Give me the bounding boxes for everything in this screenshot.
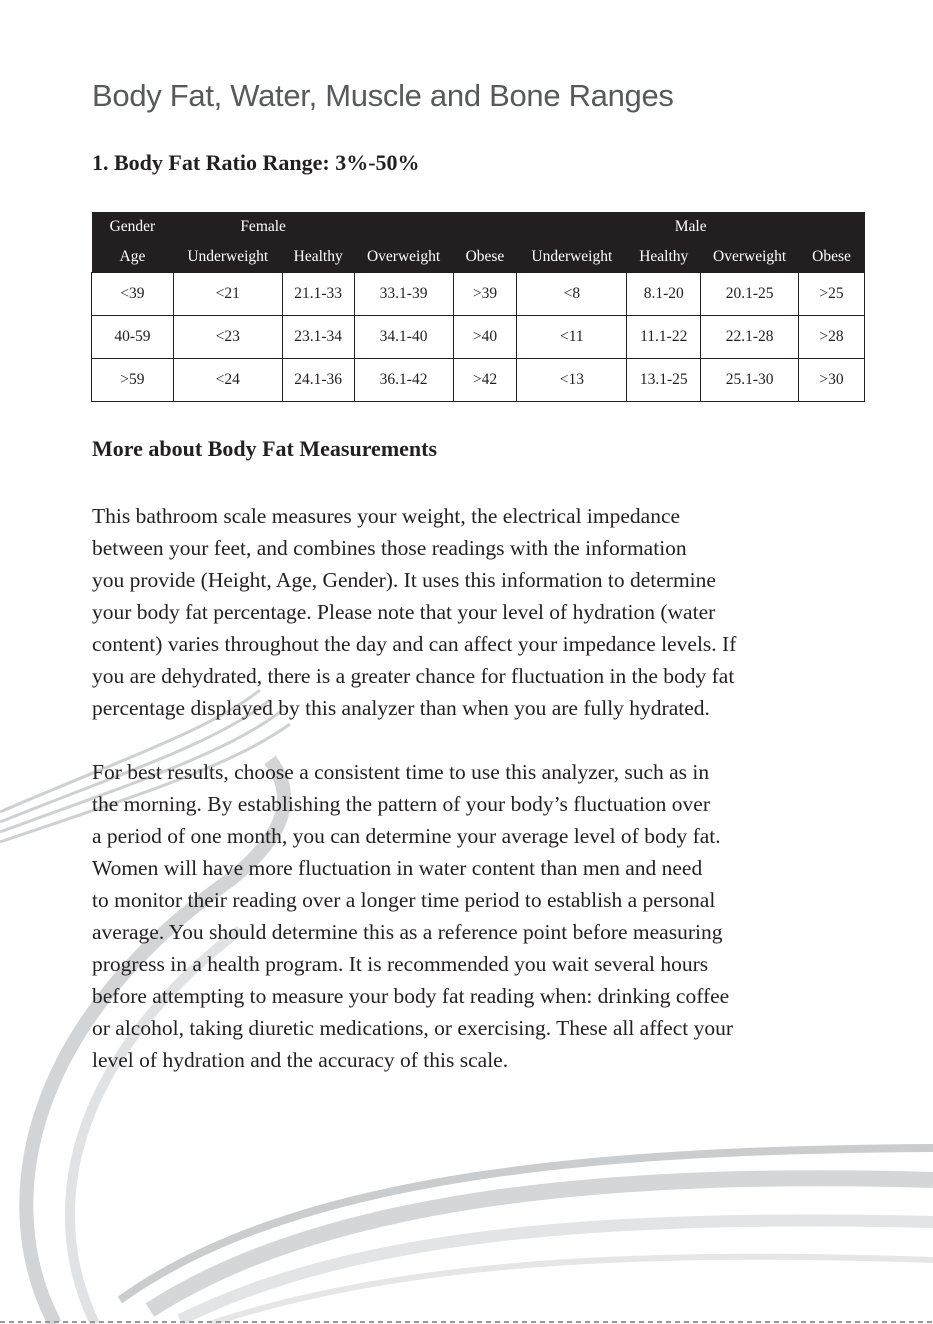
more-about-heading: More about Body Fat Measurements [92, 436, 438, 461]
table-row [92, 273, 865, 316]
age-header: Age [92, 242, 174, 273]
table-cell: 20.1-25 [701, 273, 799, 316]
table-cell: 25.1-30 [701, 359, 799, 402]
column-header: Overweight [701, 242, 799, 273]
male-header [517, 212, 865, 242]
male-label: Male [674, 218, 707, 235]
table-category-row [92, 242, 865, 273]
table-cell: 23.1-34 [282, 316, 354, 359]
body-fat-ratio-heading: 1. Body Fat Ratio Range: 3%-50% [92, 150, 420, 175]
paragraph-best-results [92, 756, 852, 1076]
table-cell: >42 [453, 359, 517, 402]
column-header: Obese [799, 242, 865, 273]
table-cell: <23 [173, 316, 282, 359]
table-cell: 22.1-28 [701, 316, 799, 359]
table-cell: 13.1-25 [627, 359, 701, 402]
column-header: Obese [453, 242, 517, 273]
gender-header: Gender [92, 212, 174, 242]
table-cell: >28 [799, 316, 865, 359]
text-line: progress in a health program. It is recommended you wait several hours [92, 952, 709, 976]
table-cell: >39 [453, 273, 517, 316]
table-cell: 36.1-42 [354, 359, 453, 402]
page-title: Body Fat, Water, Muscle and Bone Ranges [92, 78, 674, 113]
table-cell: <13 [517, 359, 627, 402]
table-cell: 21.1-33 [282, 273, 354, 316]
table-cell: >25 [799, 273, 865, 316]
text-line: you are dehydrated, there is a greater chance for fluctuation in the body fat [92, 664, 735, 688]
table-cell: >59 [92, 359, 174, 402]
female-label: Female [240, 218, 286, 235]
text-line: content) varies throughout the day and can affect your impedance levels. If [92, 632, 737, 656]
table-cell: <11 [517, 316, 627, 359]
text-line: a period of one month, you can determine your average level of body fat. [92, 824, 721, 848]
table-cell: 11.1-22 [627, 316, 701, 359]
table-cell: 40-59 [92, 316, 174, 359]
table-cell: <24 [173, 359, 282, 402]
table-cell: 24.1-36 [282, 359, 354, 402]
table-cell: 34.1-40 [354, 316, 453, 359]
table-row [92, 316, 865, 359]
table-cell: 8.1-20 [627, 273, 701, 316]
table-gender-row [92, 212, 865, 242]
text-line: you provide (Height, Age, Gender). It uses this information to determine [92, 568, 716, 592]
table-row [92, 359, 865, 402]
text-line: or alcohol, taking diuretic medications, or exercising. These all affect your [92, 1016, 734, 1040]
table-cell: 33.1-39 [354, 273, 453, 316]
text-line: percentage displayed by this analyzer than when you are fully hydrated. [92, 696, 710, 720]
column-header: Healthy [627, 242, 701, 273]
text-line: average. You should determine this as a reference point before measuring [92, 920, 723, 944]
text-line: between your feet, and combines those readings with the information [92, 536, 687, 560]
column-header: Underweight [517, 242, 627, 273]
text-line: to monitor their reading over a longer time period to establish a personal [92, 888, 716, 912]
text-line: your body fat percentage. Please note that your level of hydration (water [92, 600, 716, 624]
column-header: Underweight [173, 242, 282, 273]
text-line: level of hydration and the accuracy of this scale. [92, 1048, 509, 1072]
table-cell: >40 [453, 316, 517, 359]
table-cell: <39 [92, 273, 174, 316]
text-line: the morning. By establishing the pattern of your body’s fluctuation over [92, 792, 711, 816]
table-cell: >30 [799, 359, 865, 402]
table-cell: <8 [517, 273, 627, 316]
text-line: Women will have more fluctuation in water content than men and need [92, 856, 703, 880]
female-header [173, 212, 517, 242]
text-line: For best results, choose a consistent time to use this analyzer, such as in [92, 760, 710, 784]
body-fat-range-table [91, 212, 865, 402]
column-header: Overweight [354, 242, 453, 273]
text-line: before attempting to measure your body fat reading when: drinking coffee [92, 984, 730, 1008]
text-line: This bathroom scale measures your weight, the electrical impedance [92, 504, 681, 528]
column-header: Healthy [282, 242, 354, 273]
paragraph-impedance [92, 500, 852, 724]
table-cell: <21 [173, 273, 282, 316]
